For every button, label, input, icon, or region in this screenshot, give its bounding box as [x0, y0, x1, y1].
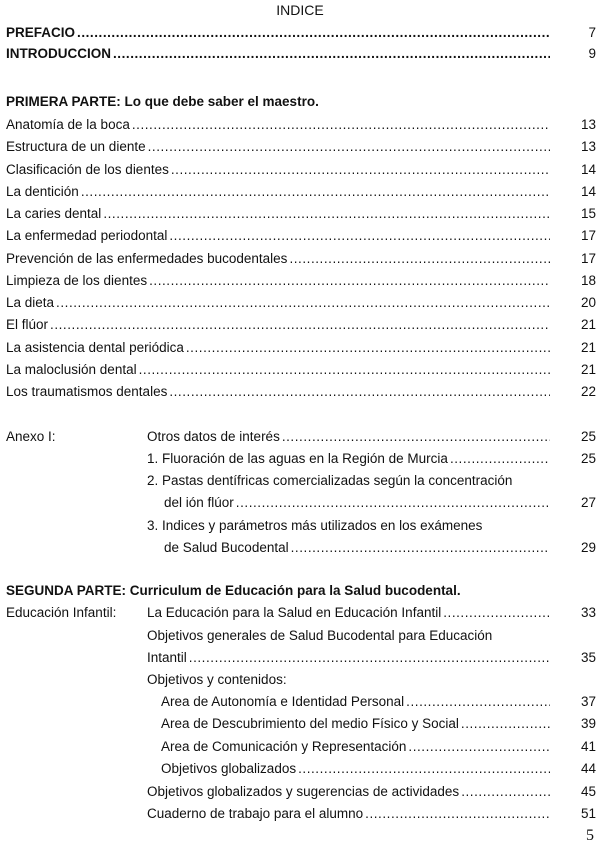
toc-entry-infantil-1[interactable] [147, 604, 552, 622]
toc-entry-infantil-sub[interactable] [161, 738, 552, 756]
page-number-entry: 29 [580, 540, 596, 555]
toc-entry-infantil-3[interactable]: Objetivos y contenidos: [147, 672, 287, 687]
part1-heading: PRIMERA PARTE: Lo que debe saber el maestro. [6, 94, 319, 109]
toc-entry-annex-2-line1[interactable]: 2. Pastas dentífricas comercializadas según la concentración [147, 473, 513, 488]
page-number-entry: 15 [580, 206, 596, 221]
toc-entry-label: Area de Comunicación y Representación [161, 738, 407, 754]
toc-entry-part1[interactable] [6, 161, 552, 179]
leader-dots [103, 205, 550, 223]
leader-dots [291, 539, 550, 557]
leader-dots [443, 604, 550, 622]
toc-entry-infantil-2[interactable] [147, 649, 552, 667]
section-label-infantil: Educación Infantil: [6, 605, 117, 620]
toc-entry-part1[interactable] [6, 361, 552, 379]
page-number-entry: 33 [580, 605, 596, 620]
leader-dots [186, 339, 550, 357]
page-number-entry: 14 [580, 183, 596, 199]
page-number-entry: 25 [580, 451, 596, 466]
toc-entry-label: La asistencia dental periódica [6, 339, 184, 355]
toc-entry-label: Anatomía de la boca [6, 117, 130, 132]
leader-dots [132, 116, 550, 134]
toc-entry-label: El flúor [6, 317, 49, 333]
toc-entry-label: Objetivos globalizados y sugerencias de actividades [147, 784, 460, 799]
toc-entry-prefacio[interactable] [6, 24, 552, 42]
toc-entry-annex-3-line1[interactable]: 3. Indices y parámetros más utilizados en los exámenes [147, 518, 483, 533]
toc-entry-label: del ión flúor [164, 495, 234, 510]
leader-dots [450, 450, 550, 468]
toc-entry-annex-1[interactable] [147, 450, 552, 468]
toc-entry-label: Area de Autonomía e Identidad Personal [161, 694, 405, 709]
toc-entry-label: Estructura de un diente [6, 139, 146, 155]
page-number-entry: 14 [580, 161, 596, 177]
leader-dots [139, 361, 550, 379]
leader-dots [289, 250, 550, 268]
leader-dots [236, 494, 550, 512]
page-number-entry: 20 [580, 295, 596, 310]
index-title: INDICE [276, 2, 324, 18]
leader-dots [298, 760, 550, 778]
leader-dots [365, 805, 550, 823]
toc-entry-annex-main[interactable] [147, 428, 552, 446]
toc-entry-label: La maloclusión dental [6, 361, 137, 377]
toc-entry-part1[interactable] [6, 272, 552, 290]
toc-entry-part1[interactable] [6, 205, 552, 223]
toc-entry-label: La caries dental [6, 206, 102, 221]
toc-entry-label: Limpieza de los dientes [6, 272, 148, 288]
leader-dots [113, 45, 550, 63]
toc-entry-label: La enfermedad periodontal [6, 228, 168, 244]
toc-entry-annex-2[interactable] [164, 494, 552, 512]
toc-entry-label: Clasificación de los dientes [6, 161, 169, 177]
toc-entry-label: La Educación para la Salud en Educación Infantil [147, 605, 442, 620]
toc-entry-introduccion[interactable] [6, 45, 552, 63]
leader-dots [169, 383, 550, 401]
toc-entry-infantil-2-line1[interactable]: Objetivos generales de Salud Bucodental para Educación [147, 628, 493, 643]
page-number-entry: 21 [580, 361, 596, 377]
toc-entry-label: Intantil [147, 650, 187, 665]
toc-entry-label: PREFACIO [6, 25, 76, 40]
toc-entry-part1[interactable] [6, 183, 552, 201]
page-number-entry: 44 [580, 760, 596, 776]
page-number-entry: 51 [580, 806, 596, 821]
toc-entry-part1[interactable] [6, 294, 552, 312]
page-number-entry: 13 [580, 139, 596, 155]
leader-dots [461, 783, 550, 801]
leader-dots [56, 294, 550, 312]
leader-dots [148, 138, 550, 156]
toc-entry-label: La dentición [6, 183, 79, 199]
toc-entry-part1[interactable] [6, 316, 552, 334]
toc-entry-part1[interactable] [6, 116, 552, 134]
toc-entry-infantil-sub[interactable] [161, 693, 552, 711]
page-number-entry: 17 [580, 250, 596, 266]
toc-entry-infantil-sub[interactable] [161, 760, 552, 778]
page-number-entry: 27 [580, 495, 596, 510]
page-number-entry: 13 [580, 117, 596, 132]
toc-entry-part1[interactable] [6, 339, 552, 357]
page-number-entry: 21 [580, 317, 596, 333]
toc-entry-label: de Salud Bucodental [164, 540, 289, 555]
leader-dots [461, 715, 550, 733]
page-number-entry: 21 [580, 339, 596, 355]
toc-entry-infantil-5[interactable] [147, 805, 552, 823]
page-number-entry: 17 [580, 228, 596, 244]
toc-entry-part1[interactable] [6, 383, 552, 401]
leader-dots [50, 316, 550, 334]
toc-entry-infantil-sub[interactable] [161, 715, 552, 733]
toc-entry-label: Cuaderno de trabajo para el alumno [147, 806, 364, 821]
page-number-entry: 7 [588, 25, 596, 40]
toc-entry-part1[interactable] [6, 138, 552, 156]
toc-entry-infantil-4[interactable] [147, 783, 552, 801]
leader-dots [81, 183, 550, 201]
page-number-entry: 18 [580, 272, 596, 288]
leader-dots [171, 161, 550, 179]
leader-dots [282, 428, 550, 446]
toc-entry-label: Los traumatismos dentales [6, 384, 168, 399]
toc-entry-label: La dieta [6, 295, 55, 310]
leader-dots [169, 227, 550, 245]
toc-entry-label: Prevención de las enfermedades bucodentales [6, 250, 288, 266]
toc-entry-part1[interactable] [6, 250, 552, 268]
annex-label: Anexo I: [6, 429, 56, 444]
page-number-entry: 37 [580, 694, 596, 709]
leader-dots [406, 693, 550, 711]
toc-entry-label: Area de Descubrimiento del medio Físico y Social [161, 716, 459, 732]
page-number-entry: 35 [580, 650, 596, 665]
page-number-entry: 41 [580, 738, 596, 754]
toc-entry-annex-3[interactable] [164, 539, 552, 557]
leader-dots [149, 272, 550, 290]
toc-entry-label: INTRODUCCION [6, 46, 111, 61]
page-number-entry: 45 [580, 784, 596, 799]
toc-entry-label: Objetivos globalizados [161, 760, 297, 776]
leader-dots [77, 24, 550, 42]
part2-heading: SEGUNDA PARTE: Curriculum de Educación para la Salud bucodental. [6, 583, 461, 598]
page-number-entry: 39 [580, 716, 596, 732]
leader-dots [189, 649, 550, 667]
page-number: 5 [586, 827, 594, 844]
toc-entry-label: Otros datos de interés [147, 429, 280, 444]
page-number-entry: 25 [580, 429, 596, 444]
page-number-entry: 9 [588, 46, 596, 61]
toc-entry-part1[interactable] [6, 227, 552, 245]
page-number-entry: 22 [580, 384, 596, 399]
toc-entry-label: 1. Fluoración de las aguas en la Región de Murcia [147, 451, 448, 466]
leader-dots [408, 738, 550, 756]
